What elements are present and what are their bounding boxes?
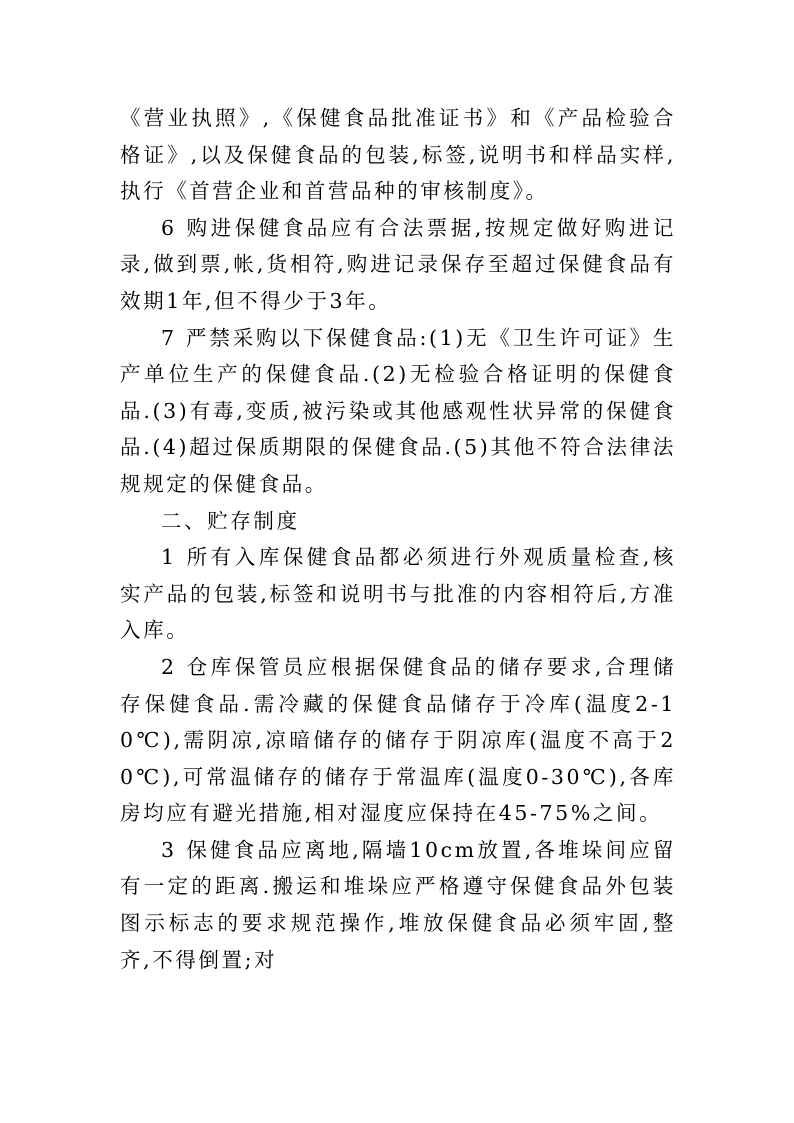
document-body: [120, 100, 676, 978]
section-heading-storage: 二、贮存制度: [161, 508, 300, 533]
paragraph-storage-3: 3 保健食品应离地,隔墙10cm放置,各堆垛间应留有一定的距离.搬运和堆垛应严格遵守保健食品外包装图示标志的要求规范操作,堆放保健食品必须牢固,整齐,不得倒置;对: [120, 837, 676, 972]
paragraph-storage-2: 2 仓库保管员应根据保健食品的储存要求,合理储存保健食品.需冷藏的保健食品储存于冷库(温度2-10℃),需阴凉,凉暗储存的储存于阴凉库(温度不高于20℃),可常温储存的储存于常温库(温度0-30℃),各库房均应有避光措施,相对湿度应保持在45-75%之间。: [120, 654, 676, 826]
paragraph-continuation: 《营业执照》,《保健食品批准证书》和《产品检验合格证》,以及保健食品的包装,标签,说明书和样品实样,执行《首营企业和首营品种的审核制度》。: [120, 106, 676, 204]
paragraph-item-7: 7 严禁采购以下保健食品:(1)无《卫生许可证》生产单位生产的保健食品.(2)无检验合格证明的保健食品.(3)有毒,变质,被污染或其他感观性状异常的保健食品.(4)超过保质期限的保健食品.(5)其他不符合法律法规规定的保健食品。: [120, 325, 676, 496]
paragraph-item-6: 6 购进保健食品应有合法票据,按规定做好购进记录,做到票,帐,货相符,购进记录保存至超过保健食品有效期1年,但不得少于3年。: [120, 215, 676, 313]
paragraph-storage-1: 1 所有入库保健食品都必须进行外观质量检查,核实产品的包装,标签和说明书与批准的内容相符后,方准入库。: [120, 545, 676, 643]
